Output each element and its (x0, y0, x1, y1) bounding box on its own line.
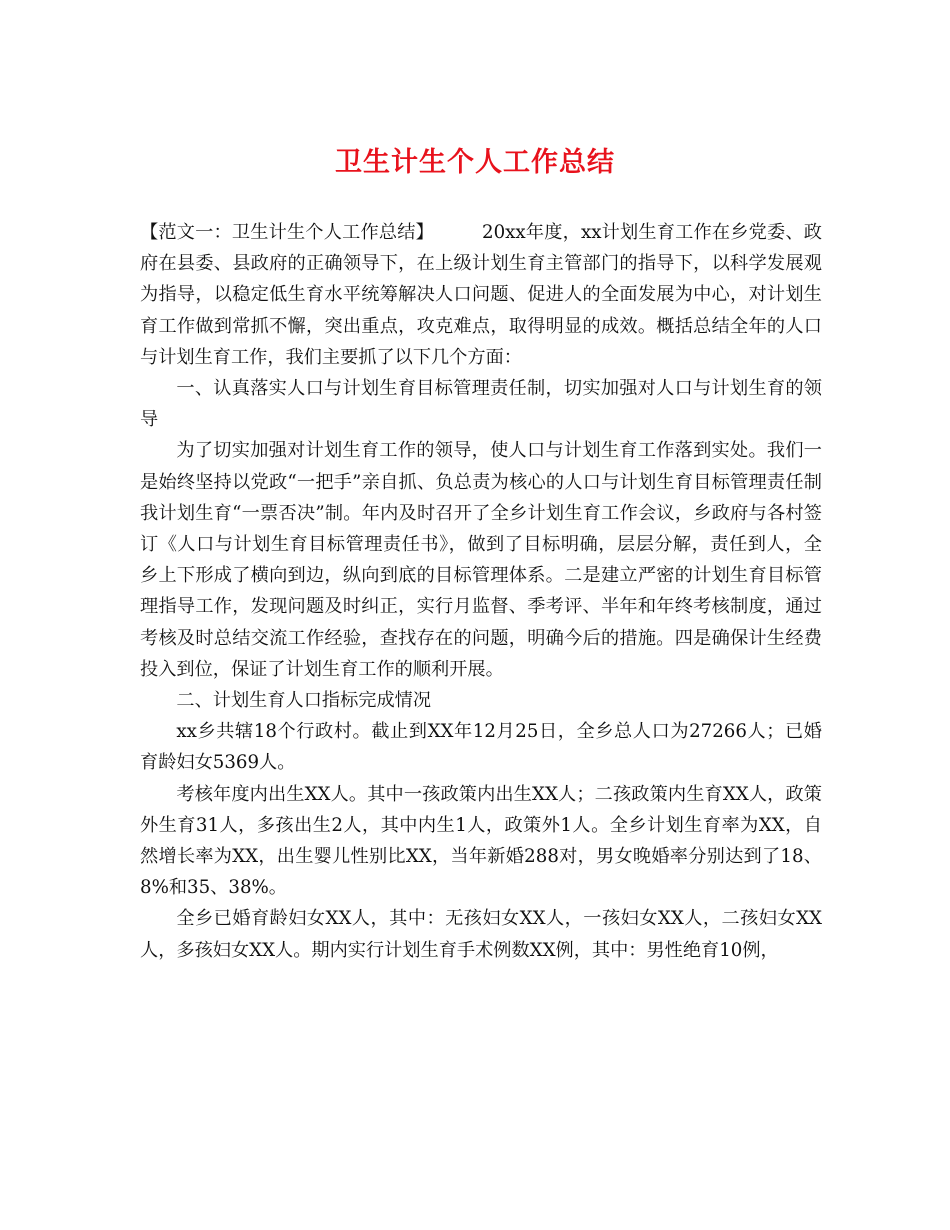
body-paragraph-2: xx乡共辖18个行政村。截止到XX年12月25日，全乡总人口为27266人；已婚育龄妇女5369人。 (140, 721, 822, 774)
body-paragraph-3: 考核年度内出生XX人。其中一孩政策内出生XX人；二孩政策内生育XX人，政策外生育31人，多孩出生2人，其中内生1人，政策外1人。全乡计划生育率为XX，自然增长率为XX，出生婴儿性别比XX，当年新婚288对，男女晚婚率分别达到了18、8%和35、38%。 (140, 783, 822, 899)
heading-label: 【范文一：卫生计生个人工作总结】 (140, 222, 435, 243)
body-paragraph-1: 为了切实加强对计划生育工作的领导，使人口与计划生育工作落到实处。我们一是始终坚持以党政“一把手”亲自抓、负总责为核心的人口与计划生育目标管理责任制我计划生育“一票否决”制。年内及时召开了全乡计划生育工作会议，乡政府与各村签订《人口与计划生育目标管理责任书》，做到了目标明确，层层分解，责任到人，全乡上下形成了横向到边，纵向到底的目标管理体系。二是建立严密的计划生育目标管理指导工作，发现问题及时纠正，实行月监督、季考评、半年和年终考核制度，通过考核及时总结交流工作经验，查找存在的问题，明确今后的措施。四是确保计生经费投入到位，保证了计划生育工作的顺利开展。 (140, 440, 822, 680)
intro-paragraph (140, 217, 822, 373)
intro-text: 20xx年度，xx计划生育工作在乡党委、政府在县委、县政府的正确领导下，在上级计划生育主管部门的指导下，以科学发展观为指导，以稳定低生育水平统筹解决人口问题、促进人的全面发展为中心，对计划生育工作做到常抓不懈，突出重点，攻克难点，取得明显的成效。概括总结全年的人口与计划生育工作，我们主要抓了以下几个方面： (140, 222, 822, 368)
section-heading-1: 一、认真落实人口与计划生育目标管理责任制，切实加强对人口与计划生育的领导 (140, 378, 822, 431)
document-title: 卫生计生个人工作总结 (335, 147, 615, 178)
body-paragraph-4: 全乡已婚育龄妇女XX人，其中：无孩妇女XX人，一孩妇女XX人，二孩妇女XX人，多孩妇女XX人。期内实行计划生育手术例数XX例，其中：男性绝育10例， (140, 908, 822, 961)
document-body (140, 217, 822, 966)
section-heading-2: 二、计划生育人口指标完成情况 (176, 690, 432, 712)
